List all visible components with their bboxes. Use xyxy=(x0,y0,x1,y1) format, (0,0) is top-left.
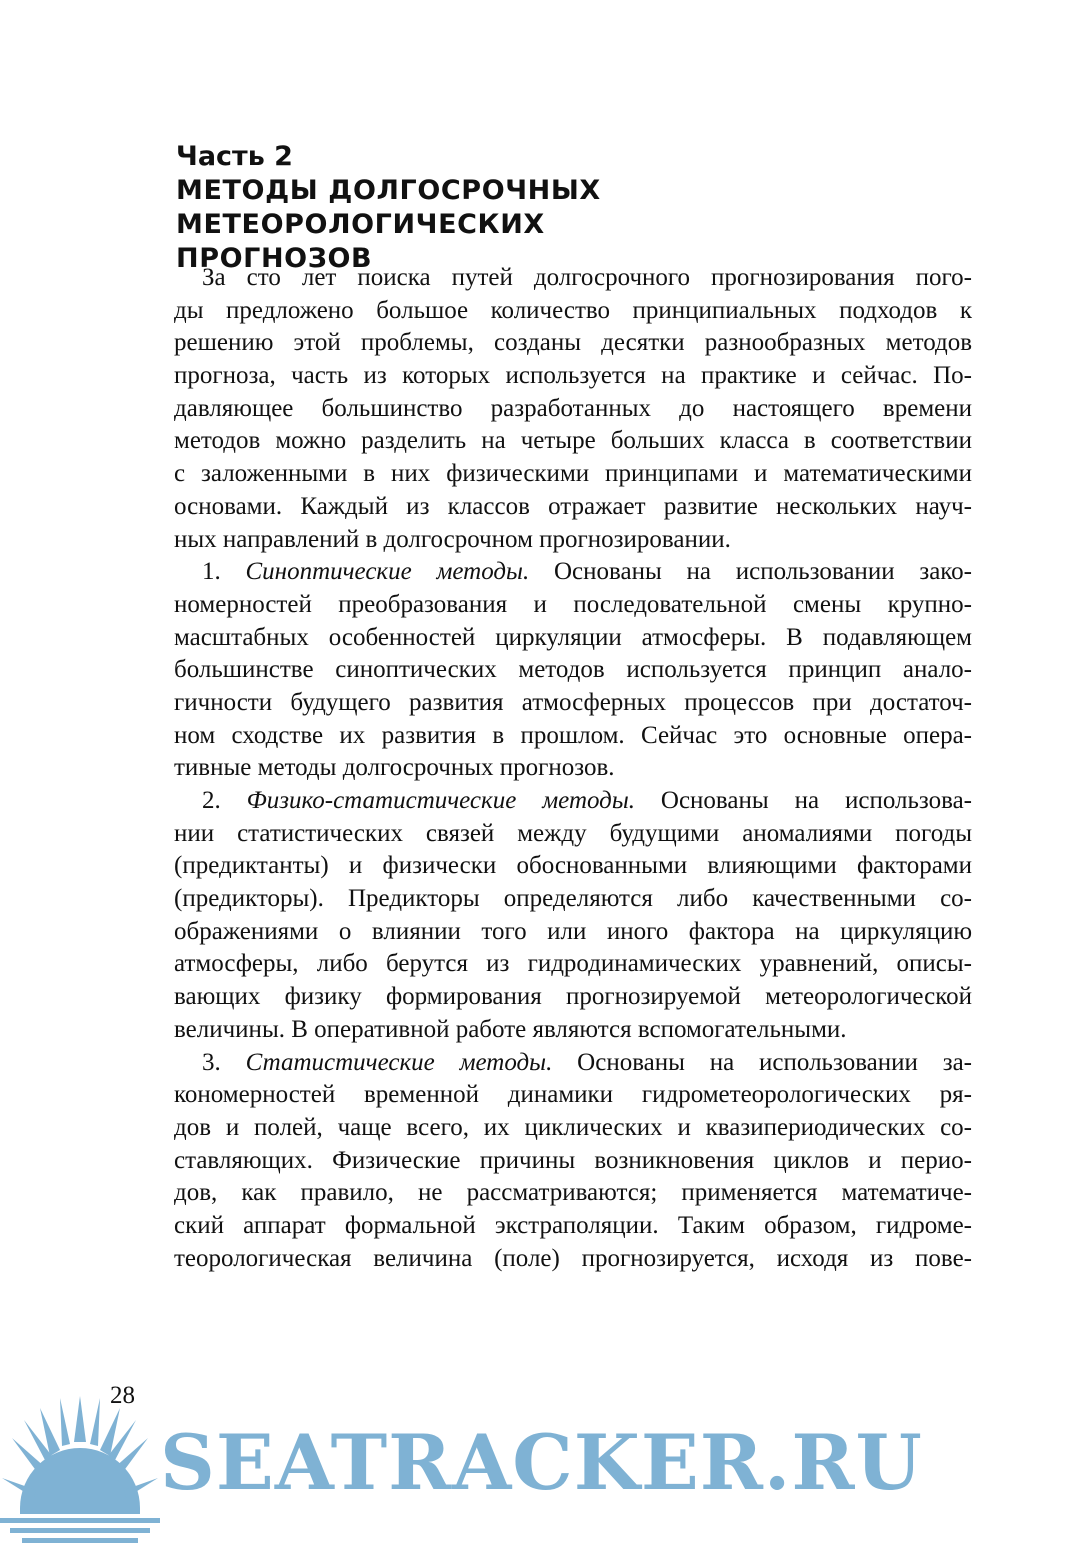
text-line: большинстве синоптических методов используется принцип анало- xyxy=(174,656,972,684)
text-line: масштабных особенностей циркуляции атмосферы. В подавляющем xyxy=(174,623,972,651)
text-line: (предиктанты) и физически обоснованными влияющими факторами xyxy=(174,852,972,880)
text-line: кономерностей временной динамики гидрометеорологических ря- xyxy=(174,1081,972,1109)
text-line: ображениями о влиянии того или иного фактора на циркуляцию xyxy=(174,917,972,945)
list-number: 3. xyxy=(202,1048,221,1076)
page-number: 28 xyxy=(110,1382,135,1409)
text-line: нии статистических связей между будущими аномалиями погоды xyxy=(174,819,972,847)
text-line: ном сходстве их развития в прошлом. Сейчас это основные опера- xyxy=(174,721,972,749)
list-item-3-first-line xyxy=(174,1047,972,1080)
text-line: дов, как правило, не рассматриваются; применяется математиче- xyxy=(174,1179,972,1207)
text-line: ский аппарат формальной экстраполяции. Таким образом, гидроме- xyxy=(174,1211,972,1239)
method-term: Синоптические методы. xyxy=(245,558,530,586)
text-fragment: Основаны на использовании зако- xyxy=(553,558,972,586)
text-line: основами. Каждый из классов отражает развитие нескольких науч- xyxy=(174,492,972,520)
method-term: Статистические методы. xyxy=(245,1048,553,1076)
body-text xyxy=(174,262,972,1275)
list-number: 2. xyxy=(202,787,221,814)
text-fragment: Основаны на использова- xyxy=(660,787,972,814)
text-line: величины. В оперативной работе являются вспомогательными. xyxy=(174,1015,847,1043)
method-term: Физико-статистические методы. xyxy=(246,787,635,814)
text-line: давляющее большинство разработанных до настоящего времени xyxy=(174,394,972,422)
text-line: решению этой проблемы, созданы десятки разнообразных методов xyxy=(174,329,972,357)
text-line: ставляющих. Физические причины возникновения циклов и перио- xyxy=(174,1146,972,1174)
text-line: ды предложено большое количество принципиальных подходов к xyxy=(174,296,972,324)
text-line: методов можно разделить на четыре больших класса в соответствии xyxy=(174,427,972,455)
text-line: номерностей преобразования и последовательной смены крупно- xyxy=(174,590,972,618)
text-line: гичности будущего развития атмосферных процессов при достаточ- xyxy=(174,688,972,716)
text-line: ных направлений в долгосрочном прогнозировании. xyxy=(174,525,731,553)
text-line: дов и полей, чаще всего, их циклических и квазипериодических со- xyxy=(174,1113,972,1141)
text-line: с заложенными в них физическими принципами и математическими xyxy=(174,460,972,488)
text-line: За сто лет поиска путей долгосрочного прогнозирования пого- xyxy=(202,264,972,291)
text-line: прогноза, часть из которых используется на практике и сейчас. По- xyxy=(174,362,972,390)
part-label: Часть 2 xyxy=(176,141,293,172)
text-line: тивные методы долгосрочных прогнозов. xyxy=(174,754,615,782)
text-line: теорологическая величина (поле) прогнозируется, исходя из пове- xyxy=(174,1244,972,1272)
list-item-2-first-line xyxy=(174,785,972,818)
chapter-heading xyxy=(176,140,976,276)
part-title-line-1: МЕТОДЫ ДОЛГОСРОЧНЫХ МЕТЕОРОЛОГИЧЕСКИХ xyxy=(176,175,601,240)
text-line: вающих физику формирования прогнозируемой метеорологической xyxy=(174,983,972,1011)
part-title-line-2: ПРОГНОЗОВ xyxy=(176,243,373,274)
list-number: 1. xyxy=(202,558,221,586)
text-line: (предикторы). Предикторы определяются либо качественными со- xyxy=(174,885,972,913)
watermark-text: SEATRACKER.RU xyxy=(160,1418,923,1507)
text-fragment: Основаны на использовании за- xyxy=(577,1048,973,1076)
list-item-1-first-line xyxy=(174,556,972,589)
text-line: атмосферы, либо берутся из гидродинамических уравнений, описы- xyxy=(174,950,972,978)
